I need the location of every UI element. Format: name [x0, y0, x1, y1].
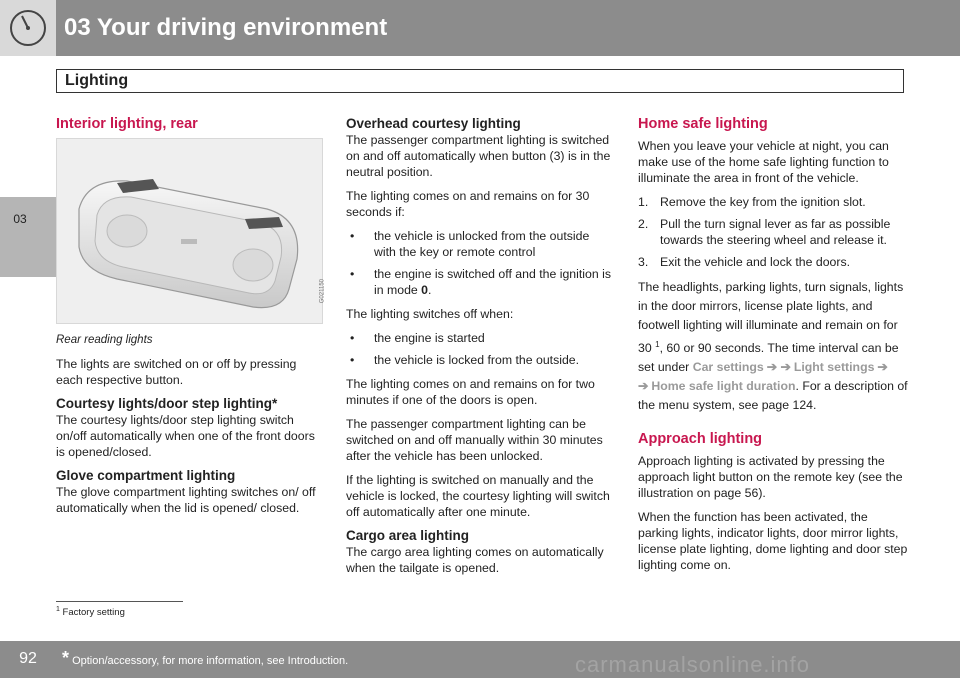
list-item: 2. Pull the turn signal lever as far as possible towards the steering wheel and release it.	[638, 217, 891, 247]
paragraph: The lights are switched on or off by pressing each respective button.	[56, 357, 297, 387]
paragraph: The headlights, parking lights, turn signals, lights in the door mirrors, license plate lights, and footwell lighting will illuminate and remain on for 30 $^1$, 60 or 90 seconds. The time interval can be set under Car settings ➔ ➔ Light settings ➔ ➔ Home safe light duration. For a description of the menu system, see page 124.	[638, 280, 908, 413]
bullet: •	[350, 229, 355, 243]
footnote-ref: 1	[655, 340, 660, 349]
paragraph: The courtesy lights/door step lighting switch on/off automatically when one of the front doors is opened/closed.	[56, 413, 315, 459]
footnote-text: Factory setting	[62, 607, 125, 619]
section-title-bar	[56, 69, 904, 93]
heading-overhead-courtesy: Overhead courtesy lighting	[346, 116, 521, 131]
paragraph: The passenger compartment lighting can be switched on and off manually within 30 minutes after the vehicle has been unlocked.	[346, 417, 603, 463]
heading-home-safe-lighting: Home safe lighting	[638, 116, 768, 132]
footnote	[56, 606, 125, 618]
heading-glove-compartment: Glove compartment lighting	[56, 468, 236, 483]
bullet: •	[350, 331, 355, 345]
paragraph: When you leave your vehicle at night, you can make use of the home safe lighting function to illuminate the area in front of the vehicle.	[638, 139, 889, 185]
footnote-number: 1	[56, 606, 60, 613]
list-item: • the vehicle is locked from the outside.	[350, 353, 580, 367]
bullet: •	[350, 267, 355, 281]
footer-note-text: Option/accessory, for more information, see Introduction.	[72, 655, 349, 667]
paragraph: If the lighting is switched on manually and the vehicle is locked, the courtesy lighting will switch off automatically after one minute.	[346, 473, 610, 519]
list-item: • the vehicle is unlocked from the outside with the key or remote control	[350, 229, 590, 259]
paragraph: The glove compartment lighting switches on/ off automatically when the lid is opened/ closed.	[56, 485, 316, 515]
paragraph: The cargo area lighting comes on automatically when the tailgate is opened.	[346, 545, 604, 575]
asterisk-icon: *	[62, 648, 70, 668]
heading-cargo-area: Cargo area lighting	[346, 528, 470, 543]
footnote-divider	[56, 601, 183, 602]
steps-list	[638, 194, 910, 270]
reading-light-button-right	[245, 217, 283, 229]
ignition-mode-value: 0	[421, 283, 429, 297]
bullet-list	[346, 330, 614, 368]
rear-reading-lights-figure	[56, 138, 323, 324]
chapter-tab[interactable]	[0, 197, 56, 277]
paragraph: The lighting comes on and remains on for two minutes if one of the doors is open.	[346, 377, 595, 407]
column-1	[56, 116, 325, 524]
gauge-icon	[0, 0, 56, 56]
paragraph: The passenger compartment lighting is switched on and off automatically when button (3) is in the neutral position.	[346, 133, 611, 179]
paragraph: The lighting switches off when:	[346, 307, 514, 321]
heading-courtesy-lights: Courtesy lights/door step lighting*	[56, 396, 278, 411]
reading-light-illustration	[57, 139, 322, 323]
list-item: • the engine is switched off and the ignition is in mode 0.	[350, 267, 611, 297]
heading-interior-lighting-rear: Interior lighting, rear	[56, 116, 198, 132]
chapter-title: 03 Your driving environment	[64, 14, 388, 41]
column-2	[346, 116, 614, 584]
heading-approach-lighting: Approach lighting	[638, 431, 763, 448]
watermark: carmanualsonline.info	[575, 652, 811, 677]
menu-home-safe-duration[interactable]: Home safe light duration	[651, 379, 796, 394]
menu-light-settings[interactable]: Light settings	[793, 360, 875, 375]
paragraph: The lighting comes on and remains on for 30 seconds if:	[346, 189, 590, 219]
arrow-icon: ➔ ➔	[766, 360, 791, 375]
page-number: 92	[19, 650, 37, 667]
bullet: •	[350, 353, 355, 367]
bullet-list	[346, 228, 614, 298]
chapter-tab-label: 03	[13, 212, 27, 226]
center-switch	[181, 239, 197, 244]
column-3	[638, 116, 910, 581]
section-title: Lighting	[65, 72, 129, 89]
paragraph: Approach lighting is activated by pressing the approach light button on the remote key (see the illustration on page 56).	[638, 454, 903, 501]
figure-caption: Rear reading lights	[56, 334, 153, 346]
list-item: 3. Exit the vehicle and lock the doors.	[638, 255, 851, 269]
list-item: • the engine is started	[350, 331, 485, 345]
figure-code: G021150	[319, 279, 325, 304]
footer-note	[62, 648, 348, 669]
menu-car-settings[interactable]: Car settings	[692, 360, 764, 375]
arrow-icon: ➔ ➔	[638, 360, 888, 394]
paragraph: When the function has been activated, the parking lights, indicator lights, door mirror lights, license plate lighting, dome lighting and door step lighting come on.	[638, 510, 908, 573]
list-item: 1. Remove the key from the ignition slot.	[638, 195, 866, 209]
